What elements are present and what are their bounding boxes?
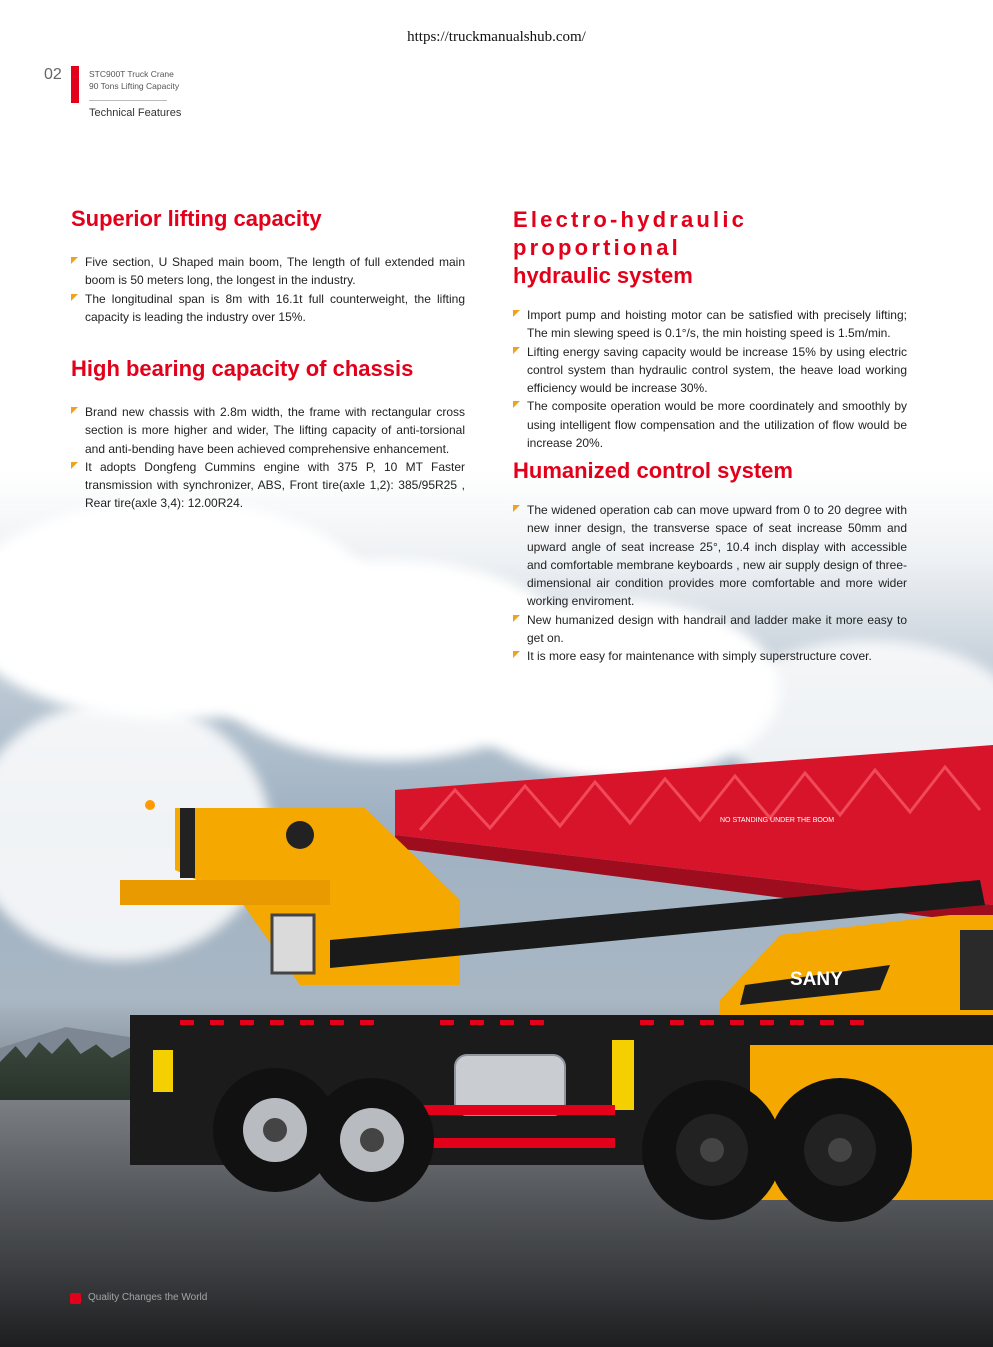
header-divider bbox=[89, 100, 167, 101]
page-number: 02 bbox=[44, 66, 62, 83]
feature-list bbox=[71, 403, 465, 513]
footer-brand-mark bbox=[70, 1293, 81, 1304]
heading-hydraulic-line2: hydraulic system bbox=[513, 263, 693, 288]
feature-block-chassis bbox=[71, 355, 465, 513]
bullet-icon bbox=[513, 347, 520, 354]
feature-block-hydraulic bbox=[513, 206, 907, 452]
list-item: The composite operation would be more coordinately and smoothly by using intelligent flow compensation and the utilization of flow would be increase 20%. bbox=[513, 397, 907, 452]
list-item: Lifting energy saving capacity would be increase 15% by using electric control system than hydraulic control system, the heave load working efficiency would be increase 30%. bbox=[513, 343, 907, 398]
list-item: The widened operation cab can move upward from 0 to 20 degree with new inner design, the transverse space of seat increase 50mm and upward angle of seat increase 25°, 10.4 inch display with accessible and comfortable membrane keyboards , new air supply design of three-dimensional air condition provides more comfortable and more wider working enviroment. bbox=[513, 501, 907, 611]
list-item: Five section, U Shaped main boom, The length of full extended main boom is 50 meters long, the longest in the industry. bbox=[71, 253, 465, 290]
list-item: Brand new chassis with 2.8m width, the frame with rectangular cross section is more higher and wider, The lifting capacity of anti-torsional and anti-bending have been achieved comprehensive enhancement. bbox=[71, 403, 465, 458]
model-capacity: 90 Tons Lifting Capacity bbox=[89, 81, 180, 91]
source-url[interactable]: https://truckmanualshub.com/ bbox=[407, 29, 586, 45]
header-accent-bar bbox=[71, 66, 79, 103]
section-label: Technical Features bbox=[89, 107, 182, 119]
boom-warning-text: NO STANDING UNDER THE BOOM bbox=[720, 817, 835, 824]
heading-lifting-capacity: Superior lifting capacity bbox=[71, 206, 322, 231]
bullet-icon bbox=[513, 401, 520, 408]
heading-humanized-control: Humanized control system bbox=[513, 458, 793, 483]
bullet-icon bbox=[71, 257, 78, 264]
heading-hydraulic-line1: Electro-hydraulic proportional bbox=[513, 207, 748, 260]
footer-slogan: Quality Changes the World bbox=[88, 1292, 208, 1303]
feature-list bbox=[513, 306, 907, 452]
bullet-icon bbox=[513, 651, 520, 658]
list-item: It adopts Dongfeng Cummins engine with 375 P, 10 MT Faster transmission with synchronizer, ABS, Front tire(axle 1,2): 385/95R25 , Rear tire(axle 3,4): 12.00R24. bbox=[71, 458, 465, 513]
bullet-icon bbox=[71, 462, 78, 469]
bullet-icon bbox=[71, 294, 78, 301]
list-item: It is more easy for maintenance with simply superstructure cover. bbox=[513, 647, 907, 665]
feature-list bbox=[71, 253, 465, 326]
list-item: New humanized design with handrail and ladder make it more easy to get on. bbox=[513, 611, 907, 648]
chassis-frame bbox=[130, 1015, 993, 1045]
feature-block-lifting bbox=[71, 205, 465, 326]
bullet-icon bbox=[513, 505, 520, 512]
bullet-icon bbox=[71, 407, 78, 414]
sany-logo-text: SANY bbox=[790, 969, 843, 990]
radiator-grille bbox=[272, 915, 314, 973]
bullet-icon bbox=[513, 310, 520, 317]
model-name: STC900T Truck Crane bbox=[89, 69, 174, 79]
heading-chassis: High bearing capacity of chassis bbox=[71, 356, 414, 381]
list-item: The longitudinal span is 8m with 16.1t full counterweight, the lifting capacity is leading the industry over 15%. bbox=[71, 290, 465, 327]
feature-list bbox=[513, 501, 907, 666]
list-item: Import pump and hoisting motor can be satisfied with precisely lifting; The min slewing speed is 0.1°/s, the min hoisting speed is 1.5m/min. bbox=[513, 306, 907, 343]
bullet-icon bbox=[513, 615, 520, 622]
hazard-stripe-panel bbox=[153, 1050, 173, 1092]
feature-block-control bbox=[513, 457, 907, 666]
model-title bbox=[89, 68, 179, 92]
